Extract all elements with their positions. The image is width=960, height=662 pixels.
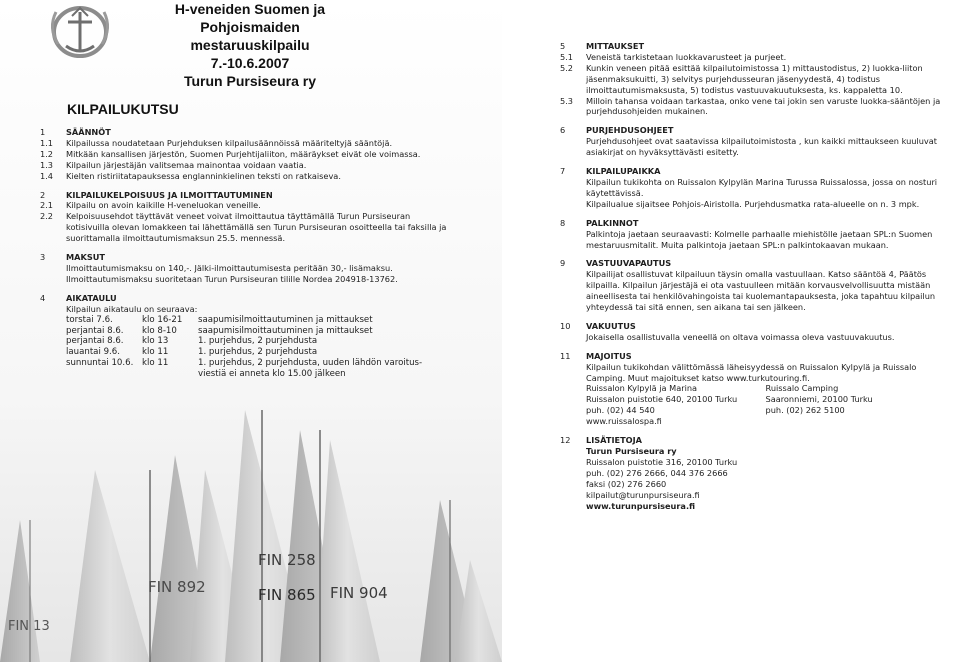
section-title: PALKINNOT [586,217,639,228]
table-row [66,315,438,326]
list-item [560,63,945,96]
section-title: MAKSUT [66,252,105,263]
item-text: Milloin tahansa voidaan tarkastaa, onko vene tai jokin sen varuste luokka-sääntöjen ja purjehdusohjeiden mukainen. [586,95,941,117]
section-number: 2 [40,189,46,200]
table-row [66,336,438,347]
item-text: Veneistä tarkistetaan luokkavarusteet ja purjeet. [586,51,787,62]
paragraph [560,362,945,427]
paragraph-text: Kilpailualue sijaitsee Pohjois-Airistolla. Purjehdusmatka rata-alueelle on n. 3 mpk. [586,198,920,209]
item-number: 1.3 [40,159,54,170]
schedule-time: klo 11 [142,347,169,358]
sail-number: FIN 904 [330,584,388,602]
item-number: 1.1 [40,137,54,148]
section-insurance [560,321,945,332]
item-number: 5.3 [560,95,574,106]
list-item [40,138,450,149]
item-number: 1.2 [40,148,54,159]
paragraph [560,229,945,251]
section-title: MAJOITUS [586,350,632,361]
paragraph-text: Ilmoittautumismaksu suoritetaan Turun Pursiseuran tilille Nordea 204918-13762. [66,273,398,284]
item-text: Mitkään kansallisen järjestön, Suomen Purjehtijaliiton, määräykset eivät ole voimassa. [66,148,421,159]
contact-line: Ruissalon Kylpylä ja Marina [586,383,698,394]
contact-line: puh. (02) 44 540 [586,405,655,416]
list-item [40,200,450,211]
section-schedule [40,293,450,304]
schedule-event: saapumisilmoittautuminen ja mittaukset [198,325,373,336]
email-link[interactable]: kilpailut@turunpursiseura.fi [586,489,700,500]
paragraph-text: Kilpailijat osallistuvat kilpailuun täysin omalla vastuullaan. Katso sääntöä 4, Päätös kilpailla. Kilpailun järjestäjä ei ota vastuulleen mitään korvausvelvollisuutta mistään aineellisesta tai henkilövahingoista tai kuolemantapauksesta, joka tapahtuu kilpailun yhteydessä tai sitä ennen, sen aikana tai sen jälkeen. [586,269,936,313]
schedule-day: sunnuntai 10.6. [66,358,134,369]
paragraph [40,304,450,380]
section-number: 4 [40,292,46,303]
list-item [560,96,945,118]
list-item [40,211,450,244]
section-prizes [560,218,945,229]
section-eligibility [40,190,450,201]
section-sailing-instructions [560,125,945,136]
section-title: VAKUUTUS [586,320,636,331]
schedule-event: 1. purjehdus, 2 purjehdusta [198,347,318,358]
contact-line: Ruissalon puistotie 316, 20100 Turku [586,456,738,467]
section-number: 11 [560,350,571,361]
list-item [40,149,450,160]
contact-camping [766,383,946,427]
section-number: 10 [560,320,571,331]
document-title: KILPAILUKUTSU [67,101,179,117]
schedule-day: perjantai 8.6. [66,336,124,347]
item-text: Kelpoisuusehdot täyttävät veneet voivat ilmoittautua täyttämällä Turun Pursiseuran kotisivuilla olevan lomakkeen tai lähettämällä sen Turun Pursiseuran osoitteella tai faksilla ja suorittamalla ilmoittautumismaksun 25.5. mennessä. [66,211,447,244]
contact-line: Ruissalo Camping [765,383,839,394]
paragraph [560,446,945,511]
section-title: MITTAUKSET [586,41,645,51]
section-more-info [560,435,945,446]
sail-number: FIN 13 [8,619,50,634]
contact-line: puh. (02) 262 5100 [765,405,845,416]
section-number: 8 [560,217,566,228]
item-text: Kunkin veneen pitää esittää kilpailutoimistossa 1) mittaustodistus, 2) luokka-liiton jäsenmaksukuitti, 3) selvitys purjehdusseuran jäsenyydestä, 4) todistus ilmoittautumismaksusta, 5) todistus vastuuvakuutuksesta, ks. kappaletta 10. [586,62,923,95]
item-number: 2.2 [40,211,54,222]
item-number: 1.4 [40,170,54,181]
paragraph [560,332,945,343]
schedule-intro: Kilpailun aikataulu on seuraava: [66,303,198,314]
schedule-day: torstai 7.6. [66,314,113,325]
schedule-table [66,315,438,380]
contact-line: Saaronniemi, 20100 Turku [765,394,873,405]
section-title: VASTUUVAPAUTUS [586,258,672,269]
table-row [66,347,438,358]
schedule-time: klo 8-10 [142,325,177,336]
list-item [40,160,450,171]
section-title: PURJEHDUSOHJEET [586,125,674,136]
header-dates: 7.-10.6.2007 [210,55,290,71]
section-number: 3 [40,252,46,263]
paragraph [40,274,450,285]
section-number: 7 [560,166,566,177]
header-line: H-veneiden Suomen ja [174,1,326,17]
schedule-time: klo 16-21 [142,314,183,325]
sail-number: FIN 892 [148,578,206,596]
paragraph-text: Kilpailun tukikohdan välittömässä läheisyydessä on Ruissalon Kylpylä ja Ruissalo Camping. Muut majoitukset katso www.turkutouring.fi. [586,361,917,383]
paragraph-text: Purjehdusohjeet ovat saatavissa kilpailutoimistosta , kun kaikki mittaukseen kuuluvat asiakirjat on hyväksyttävästi esitetty. [586,136,937,158]
schedule-event: 1. purjehdus, 2 purjehdusta [198,336,318,347]
contact-line: Ruissalon puistotie 640, 20100 Turku [586,394,738,405]
right-column-text [560,41,945,511]
contact-link[interactable]: www.ruissalospa.fi [586,416,662,427]
paragraph-text: Ilmoittautumismaksu on 140,-. Jälki-ilmoittautumisesta peritään 30,- lisämaksu. [66,262,393,273]
paragraph [560,177,945,199]
schedule-day: perjantai 8.6. [66,325,124,336]
section-number: 6 [560,125,566,136]
paragraph [40,263,450,274]
header-line: Pohjoismaiden mestaruuskilpailu [190,19,310,53]
paragraph [560,136,945,158]
website-link[interactable]: www.turunpursiseura.fi [586,500,696,511]
section-number: 12 [560,435,571,446]
section-number: 5 [560,41,566,51]
section-venue [560,166,945,177]
list-item [560,52,945,63]
schedule-time: klo 11 [142,358,169,369]
paragraph-text: Kilpailun tukikohta on Ruissalon Kylpylän Marina Turussa Ruissalossa, jossa on nosturi käytettävissä. [586,176,938,198]
item-text: Kilpailu on avoin kaikille H-veneluokan veneille. [66,200,261,211]
accommodation-contacts [586,383,945,427]
section-measurements [560,41,945,52]
schedule-day: lauantai 9.6. [66,347,120,358]
contact-line: faksi (02) 276 2660 [586,478,667,489]
section-title: AIKATAULU [66,292,117,303]
item-text: Kielten ristiriitatapauksessa englanninkielinen teksti on ratkaiseva. [66,170,341,181]
section-rules [40,127,450,138]
section-number: 1 [40,127,46,137]
contact-line: puh. (02) 276 2666, 044 376 2666 [586,467,728,478]
section-title: KILPAILUKELPOISUUS JA ILMOITTAUTUMINEN [66,189,273,200]
section-accommodation [560,351,945,362]
paragraph [560,269,945,313]
section-title: LISÄTIETOJA [586,435,643,446]
item-number: 5.1 [560,51,574,62]
section-number: 9 [560,258,566,269]
section-liability [560,258,945,269]
organizer-name: Turun Pursiseura ry [586,446,677,456]
table-row [66,326,438,337]
item-number: 2.1 [40,200,54,211]
event-header [150,0,350,90]
schedule-time: klo 13 [142,336,169,347]
section-title: SÄÄNNÖT [66,127,111,137]
contact-spa [586,383,766,427]
schedule-event: saapumisilmoittautuminen ja mittaukset [198,314,373,325]
paragraph [560,199,945,210]
item-number: 5.2 [560,62,574,73]
left-column-text [40,127,450,380]
item-text: Kilpailun järjestäjän valitsemaa mainontaa voidaan vaatia. [66,159,307,170]
schedule-event: 1. purjehdus, 2 purjehdusta, uuden lähdön varoitus-viestiä ei anneta klo 15.00 jälkeen [198,358,423,380]
table-row [66,358,438,380]
sail-number: FIN 865 [258,586,316,604]
item-text: Kilpailussa noudatetaan Purjehduksen kilpailusäännöissä määriteltyjä sääntöjä. [66,137,393,148]
paragraph-text: Jokaisella osallistuvalla veneellä on oltava voimassa oleva vastuuvakuutus. [586,331,895,342]
list-item [40,171,450,182]
section-title: KILPAILUPAIKKA [586,166,661,177]
sail-number: FIN 258 [258,551,316,569]
section-fees [40,252,450,263]
header-organizer: Turun Pursiseura ry [183,73,316,89]
paragraph-text: Palkintoja jaetaan seuraavasti: Kolmelle parhaalle miehistölle jaetaan SPL:n Suomen mestaruusmitalit. Muita palkintoja jaetaan SPL:n palkintokaavan mukaan. [586,228,933,250]
club-emblem-logo [44,4,116,62]
